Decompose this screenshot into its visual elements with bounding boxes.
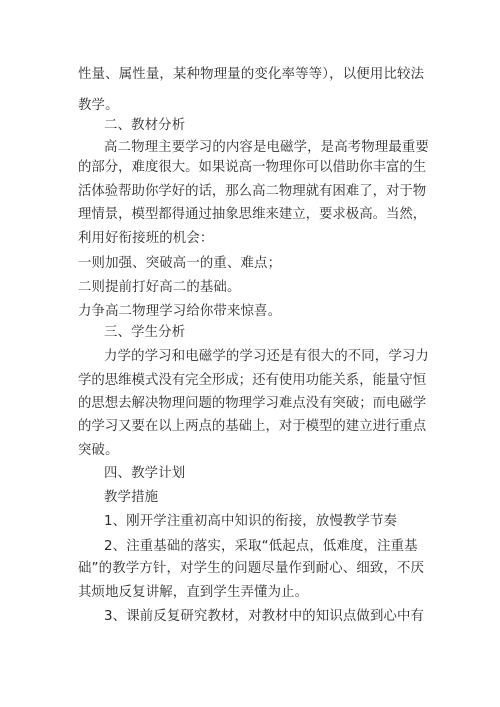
section-heading-teaching-plan: 四、教学计划 [104, 466, 186, 481]
section-heading-student-analysis: 三、学生分析 [104, 325, 186, 340]
list-item: 2、注重基础的落实，采取“低起点，低难度，注重基 [104, 539, 418, 554]
paragraph-line: 性量、属性量，某种物理量的变化率等等），以便用比较法 [78, 67, 424, 82]
paragraph-line: 高二物理主要学习的内容是电磁学，是高考物理最重要 [104, 140, 429, 155]
list-item: 1、刚开学注重初高中知识的衔接，放慢教学节奏 [104, 514, 398, 529]
paragraph-line: 的学习又要在以上两点的基础上，对于模型的建立进行重点 [78, 419, 427, 434]
paragraph-line: 其烦地反复讲解，直到学生弄懂为止。 [78, 585, 309, 600]
paragraph-line: 突破。 [78, 443, 119, 458]
subheading-teaching-measures: 教学措施 [104, 490, 159, 505]
paragraph-line: 一则加强、突破高一的重、难点； [78, 256, 282, 271]
paragraph-line: 础”的教学方针，对学生的问题尽量作到耐心、细致，不厌 [78, 561, 424, 576]
list-item: 3、课前反复研究教材，对教材中的知识点做到心中有 [104, 609, 425, 624]
section-heading-textbook-analysis: 二、教材分析 [104, 118, 186, 133]
paragraph-line: 教学。 [78, 98, 119, 113]
paragraph-line: 力争高二物理学习给你带来惊喜。 [78, 304, 282, 319]
paragraph-line: 活体验帮助你学好的话，那么高二物理就有困难了，对于物 [78, 184, 427, 199]
paragraph-line: 力学的学习和电磁学的学习还是有很大的不同，学习力 [104, 349, 429, 364]
paragraph-line: 二则提前打好高二的基础。 [78, 280, 241, 295]
paragraph-line: 利用好衔接班的机会： [78, 231, 214, 246]
paragraph-line: 的思想去解决物理问题的物理学习难点没有突破；而电磁学 [78, 396, 427, 411]
paragraph-line: 理情景，模型都得通过抽象思维来建立，要求极高。当然， [78, 207, 427, 222]
paragraph-line: 的部分，难度很大。如果说高一物理你可以借助你丰富的生 [78, 160, 427, 175]
paragraph-line: 学的思维模式没有完全形成；还有使用功能关系，能量守恒 [78, 373, 427, 388]
